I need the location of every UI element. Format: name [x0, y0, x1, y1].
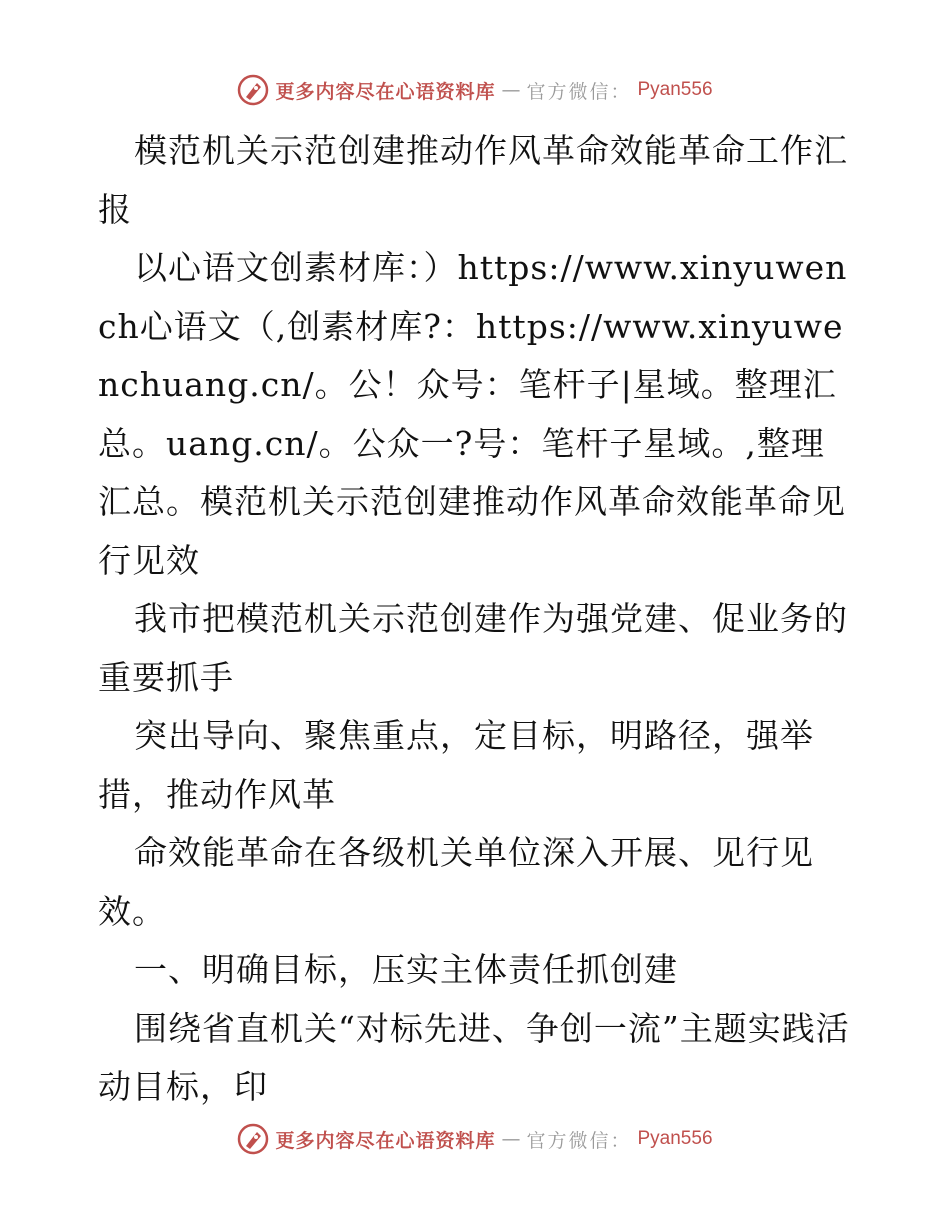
pen-nib-logo-icon	[237, 74, 269, 106]
section-heading-1: 一、明确目标，压实主体责任抓创建	[134, 950, 678, 989]
paragraph-result: 命效能革命在各级机关单位深入开展、见行见效。	[98, 833, 814, 931]
paragraph-approach: 突出导向、聚焦重点，定目标，明路径，强举措，推动作风革	[98, 716, 814, 814]
footer-wechat-label: 官方微信：	[526, 1129, 632, 1152]
header-banner	[0, 72, 950, 108]
footer-separator: —	[501, 1128, 521, 1150]
document-body	[98, 122, 858, 1117]
paragraph-source-note: 以心语文创素材库：）https://www.xinyuwench心语文（,创素材库?：https://www.xinyuwenchuang.cn/。公！众号：笔杆子|星域。整理汇总。uang.cn/。公众一?号：笔杆子星域。,整理汇总。模范机关示范创建推动作风革命效能革命见行见效	[98, 248, 848, 580]
pen-nib-logo-icon	[237, 1123, 269, 1155]
footer-banner	[0, 1121, 950, 1157]
footer-wechat-id: Pyan556	[637, 1128, 713, 1149]
header-wechat-id: Pyan556	[637, 79, 713, 100]
footer-site-text: 更多内容尽在心语资料库	[275, 1129, 496, 1152]
paragraph-section-1: 围绕省直机关“对标先进、争创一流”主题实践活动目标，印	[98, 1008, 850, 1106]
header-site-text: 更多内容尽在心语资料库	[275, 80, 496, 103]
document-title: 模范机关示范创建推动作风革命效能革命工作汇报	[98, 131, 848, 229]
header-wechat-label: 官方微信：	[526, 80, 632, 103]
paragraph-intro: 我市把模范机关示范创建作为强党建、促业务的重要抓手	[98, 599, 848, 697]
header-separator: —	[501, 79, 521, 101]
